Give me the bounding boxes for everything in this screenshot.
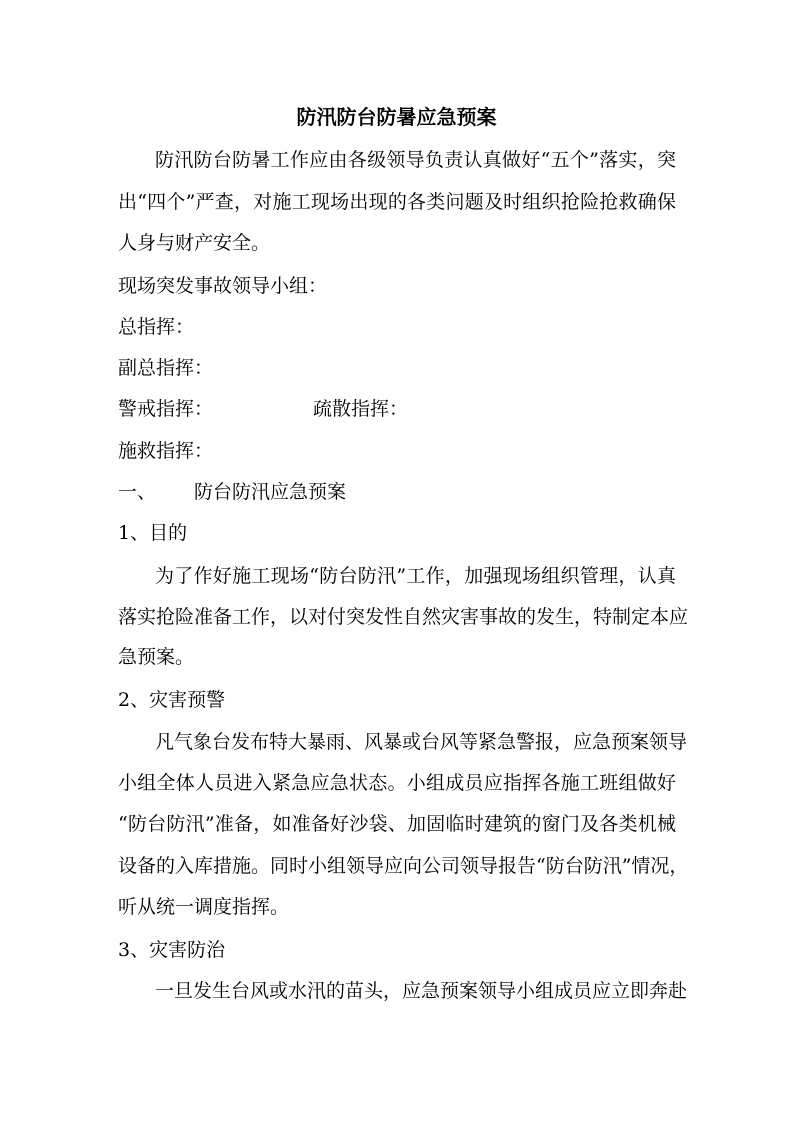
intro-line: 出“四个”严查，对施工现场出现的各类问题及时组织抢险抢救确保	[118, 191, 676, 213]
warning-heading: 2、灾害预警	[118, 689, 226, 711]
purpose-line: 为了作好施工现场“防台防汛”工作，加强现场组织管理，认真	[155, 565, 676, 587]
rescue-commander-label: 施救指挥：	[118, 440, 214, 462]
intro-line: 防汛防台防暑工作应由各级领导负责认真做好“五个”落实，突	[155, 149, 676, 171]
warning-line: 凡气象台发布特大暴雨、风暴或台风等紧急警报，应急预案领导	[155, 731, 688, 753]
purpose-line: 落实抢险准备工作，以对付突发性自然灾害事故的发生，特制定本应	[118, 606, 689, 628]
purpose-heading: 1、目的	[118, 522, 188, 544]
leader-group-label: 现场突发事故领导小组：	[118, 275, 328, 297]
section-heading	[118, 480, 676, 504]
alert-commander-label: 警戒指挥：	[118, 398, 214, 420]
chief-commander-label: 总指挥：	[118, 316, 195, 338]
section-number: 一、	[118, 481, 157, 503]
warning-line: 听从统一调度指挥。	[118, 896, 290, 918]
warning-line: 小组全体人员进入紧急应急状态。小组成员应指挥各施工班组做好	[118, 772, 676, 794]
purpose-line: 急预案。	[118, 646, 195, 668]
warning-line: “防台防汛”准备，如准备好沙袋、加固临时建筑的窗门及各类机械	[118, 813, 676, 835]
alert-evacuate-row	[118, 397, 676, 421]
evacuate-commander-label: 疏散指挥：	[313, 398, 409, 420]
deputy-commander-label: 副总指挥：	[118, 357, 214, 379]
section-title: 防台防汛应急预案	[194, 481, 347, 503]
prevention-line: 一旦发生台风或水汛的苗头，应急预案领导小组成员应立即奔赴	[155, 980, 688, 1002]
intro-line: 人身与财产安全。	[118, 232, 271, 254]
page-title: 防汛防台防暑应急预案	[296, 105, 497, 129]
prevention-heading: 3、灾害防治	[118, 939, 226, 961]
warning-line: 设备的入库措施。同时小组领导应向公司领导报告“防台防汛”情况，	[118, 855, 689, 877]
